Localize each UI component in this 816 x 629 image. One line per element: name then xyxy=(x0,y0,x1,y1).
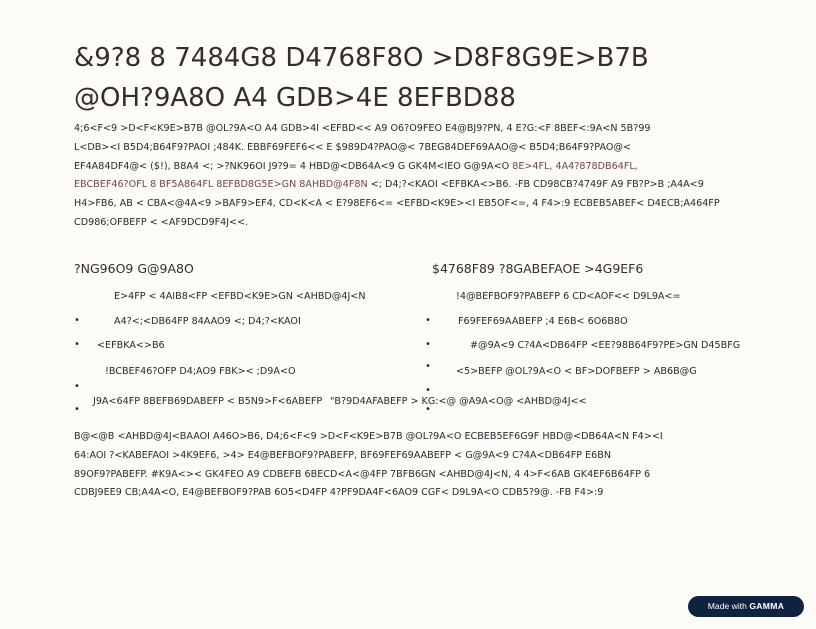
right-item-3: #@9A<9 C?4A<DB64FP <EE?98B64F9?PE>GN D45BFG xyxy=(470,340,741,351)
intro-line-2: L<DB><I B5D4;B64F9?PAOI ;484K. EBBF69FEF6<< E $989D4?PAO@< 7BEG84DEF69AAO@< B5D4;B64F9?PAO@< xyxy=(74,141,632,153)
left-item-1: E>4FP < 4AIB8<FP <EFBD<K9E>GN <AHBD@4J<N xyxy=(114,291,366,302)
outro-line-1: B@<@B <AHBD@4J<BAAOI A46O>B6, D4;6<F<9 >D<F<K9E>B7B @OL?9A<O ECBEB5EF6G9F HBD@<DB64A<N F4><I xyxy=(74,431,663,442)
badge-prefix: Made with xyxy=(707,601,747,611)
intro-paragraph xyxy=(74,120,734,233)
made-with-gamma-badge[interactable] xyxy=(688,596,804,617)
bullet-icon: • xyxy=(425,339,431,350)
outro-paragraph xyxy=(74,428,734,503)
left-item-2: A4?<;<DB64FP 84AAO9 <; D4;?<KAOI xyxy=(114,316,301,327)
right-item-2: F69FEF69AABEFP ;4 E6B< 6O6B8O xyxy=(458,316,628,327)
intro-line-5: H4>FB6, AB < CBA<@4A<9 >BAF9>EF4, CD<K<A < E?98EF6<= <EFBD<K9E><I EB5OF<=, 4 F4>:9 ECBEB5ABEF< D4ECB;A464FP xyxy=(74,198,720,210)
intro-link-1[interactable]: 8E>4FL, 4A4?878DB64FL, xyxy=(512,160,638,172)
title-line-1: &9?8 8 7484G8 D4768F8O >D8F8G9E>B7B xyxy=(74,43,649,73)
bullet-icon: • xyxy=(74,381,80,392)
gamma-logo: GAMMA xyxy=(749,601,785,611)
bullet-icon: • xyxy=(425,315,431,326)
left-item-5: J9A<64FP 8BEFB69DABEFP < B5N9>F<6ABEFP xyxy=(93,396,323,407)
bullet-icon: • xyxy=(74,404,80,415)
intro-line-4-text: <; D4;?<KAOI <EFBKA<>B6. -FB CD98CB?4749F A9 FB?P>B ;A4A<9 xyxy=(367,179,704,191)
bullet-icon: • xyxy=(425,404,431,415)
right-item-5: "B?9D4AFABEFP > KG:<@ @A9A<O@ <AHBD@4J<< xyxy=(330,396,587,407)
intro-line-3 xyxy=(74,158,734,177)
bullet-icon: • xyxy=(425,361,431,372)
right-column-heading: $4768F89 ?8GABEFAOE >4G9EF6 xyxy=(432,261,644,276)
intro-link-2[interactable]: EBCBEF46?OFL 8 BF5A864FL 8EFBD8G5E>GN 8AHBD@4F8N xyxy=(74,179,368,191)
outro-line-3: 89OF9?PABEFP. #K9A<>< GK4FEO A9 CDBEFB 6BECD<A<@4FP 7BFB6GN <AHBD@4J<N, 4 4>F<6AB GK4EF6B64FP 6 xyxy=(74,468,651,480)
bullet-icon: • xyxy=(425,385,431,396)
intro-line-4 xyxy=(74,176,734,195)
title-line-2: @OH?9A8O A4 GDB>4E 8EFBD88 xyxy=(74,83,516,113)
bullet-icon: • xyxy=(74,339,80,350)
right-item-1: !4@BEFBOF9?PABEFP 6 CD<AOF<< D9L9A<= xyxy=(456,291,681,302)
intro-line-1: 4;6<F<9 >D<F<K9E>B7B @OL?9A<O A4 GDB>4I <EFBD<< A9 O6?O9FEO E4@BJ9?PN, 4 E?G:<F 8BEF<:9A<N 5B?99 xyxy=(74,123,651,134)
left-column-heading: ?NG96O9 G@9A8O xyxy=(74,261,194,276)
page-title xyxy=(74,38,714,118)
intro-line-3-text: EF4A84DF4@< ($!), B8A4 <; >?NK96OI J9?9= 4 HBD@<DB64A<9 G GK4M<IEO G@9A<O xyxy=(74,160,513,172)
bullet-icon: • xyxy=(74,315,80,326)
outro-line-2: 64:AOI ?<KABEFAOI >4K9EF6, >4> E4@BEFBOF9?PABEFP, BF69FEF69AABEFP < G@9A<9 C?4A<DB64FP E6BN xyxy=(74,449,612,461)
intro-line-6: CD986;OFBEFP < <AF9DCD9F4J<<. xyxy=(74,216,249,228)
left-item-3: <EFBKA<>B6 xyxy=(97,340,165,351)
outro-line-4: CDBJ9EE9 CB;A4A<O, E4@BEFBOF9?PAB 6O5<D4FP 4?PF9DA4F<6AO9 CGF< D9L9A<O CDB5?9@. -FB F4>:9 xyxy=(74,487,604,499)
right-item-4: <5>BEFP @OL?9A<O < BF>DOFBEFP > AB6B@G xyxy=(456,366,697,377)
left-item-4: !BCBEF46?OFP D4;AO9 FBK>< ;D9A<O xyxy=(105,366,296,377)
